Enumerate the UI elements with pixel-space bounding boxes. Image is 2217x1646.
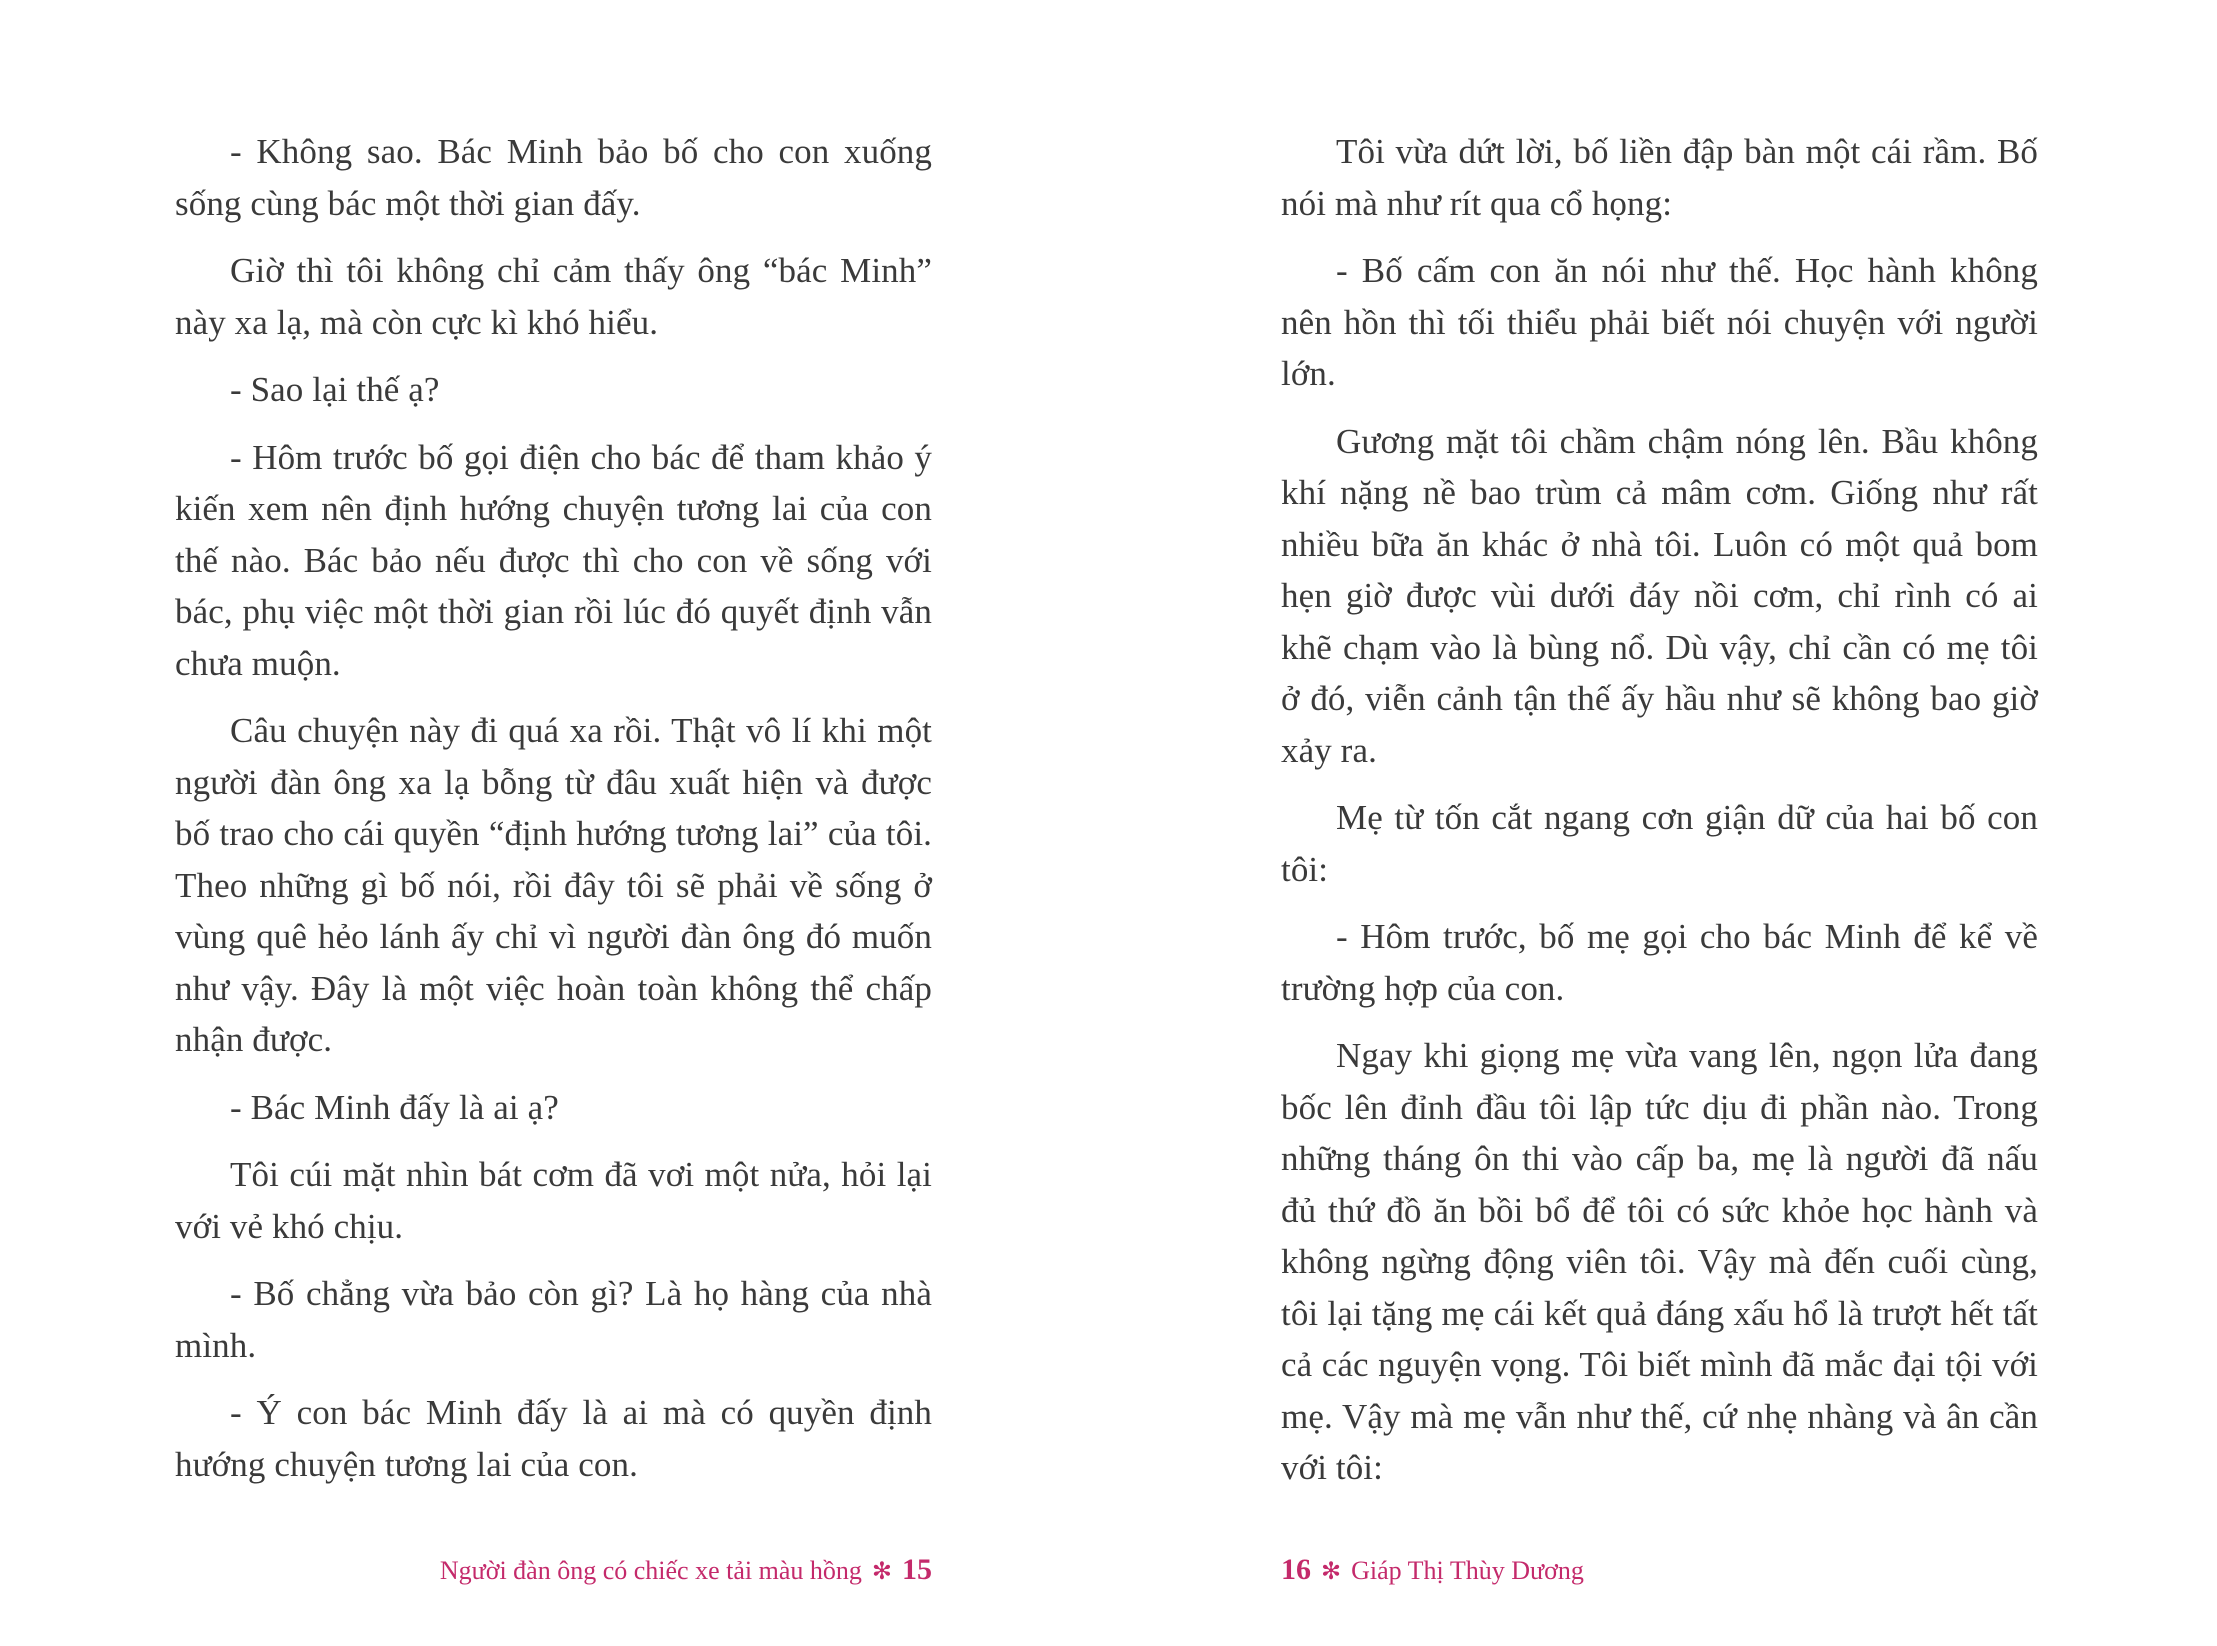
paragraph: Ngay khi giọng mẹ vừa vang lên, ngọn lửa đang bốc lên đỉnh đầu tôi lập tức dịu đi phần nào. Trong những tháng ôn thi vào cấp ba, mẹ là người đã nấu đủ thứ đồ ăn bồi bổ để tôi có sức khỏe học hành và không ngừng động viên tôi. Vậy mà đến cuối cùng, tôi lại tặng mẹ cái kết quả đáng xấu hổ là trượt hết tất cả các nguyện vọng. Tôi biết mình đã mắc đại tội với mẹ. Vậy mà mẹ vẫn như thế, cứ nhẹ nhàng và ân cần với tôi: bbox=[1281, 1036, 2038, 1487]
paragraph: - Hôm trước bố gọi điện cho bác để tham khảo ý kiến xem nên định hướng chuyện tương lai của con thế nào. Bác bảo nếu được thì cho con về sống với bác, phụ việc một thời gian rồi lúc đó quyết định vẫn chưa muộn. bbox=[175, 437, 932, 683]
paragraph: - Bố cấm con ăn nói như thế. Học hành không nên hồn thì tối thiểu phải biết nói chuyện với người lớn. bbox=[1281, 251, 2038, 393]
paragraph: Tôi cúi mặt nhìn bát cơm đã vơi một nửa, hỏi lại với vẻ khó chịu. bbox=[175, 1155, 932, 1246]
paragraph: Tôi vừa dứt lời, bố liền đập bàn một cái rầm. Bố nói mà như rít qua cổ họng: bbox=[1281, 132, 2038, 223]
right-page bbox=[1108, 0, 2216, 1646]
left-page-body bbox=[175, 126, 932, 1506]
page-number: 15 bbox=[902, 1553, 932, 1586]
asterisk-ornament-icon: ✻ bbox=[871, 1559, 892, 1585]
paragraph: Mẹ từ tốn cắt ngang cơn giận dữ của hai bố con tôi: bbox=[1281, 798, 2038, 889]
paragraph: - Bố chẳng vừa bảo còn gì? Là họ hàng của nhà mình. bbox=[175, 1274, 932, 1365]
paragraph: - Không sao. Bác Minh bảo bố cho con xuống sống cùng bác một thời gian đấy. bbox=[175, 132, 932, 223]
paragraph: Giờ thì tôi không chỉ cảm thấy ông “bác Minh” này xa lạ, mà còn cực kì khó hiểu. bbox=[175, 251, 932, 342]
paragraph: Câu chuyện này đi quá xa rồi. Thật vô lí khi một người đàn ông xa lạ bỗng từ đâu xuất hiện và được bố trao cho cái quyền “định hướng tương lai” của tôi. Theo những gì bố nói, rồi đây tôi sẽ phải về sống ở vùng quê hẻo lánh ấy chỉ vì người đàn ông đó muốn như vậy. Đây là một việc hoàn toàn không thể chấp nhận được. bbox=[175, 711, 932, 1059]
right-page-footer bbox=[1281, 1550, 1584, 1592]
left-page bbox=[0, 0, 1108, 1646]
paragraph: - Bác Minh đấy là ai ạ? bbox=[230, 1087, 559, 1127]
paragraph: - Sao lại thế ạ? bbox=[230, 370, 440, 409]
page-number: 16 bbox=[1281, 1553, 1311, 1586]
left-page-footer bbox=[440, 1550, 932, 1592]
paragraph: Gương mặt tôi chầm chậm nóng lên. Bầu không khí nặng nề bao trùm cả mâm cơm. Giống như rất nhiều bữa ăn khác ở nhà tôi. Luôn có một quả bom hẹn giờ được vùi dưới đáy nồi cơm, chỉ rình có ai khẽ chạm vào là bùng nổ. Dù vậy, chỉ cần có mẹ tôi ở đó, viễn cảnh tận thế ấy hầu như sẽ không bao giờ xảy ra. bbox=[1281, 421, 2038, 770]
asterisk-ornament-icon: ✻ bbox=[1321, 1559, 1342, 1585]
right-page-body bbox=[1281, 126, 2038, 1510]
paragraph: - Ý con bác Minh đấy là ai mà có quyền định hướng chuyện tương lai của con. bbox=[175, 1393, 932, 1484]
author-name: Giáp Thị Thùy Dương bbox=[1351, 1556, 1584, 1585]
book-title: Người đàn ông có chiếc xe tải màu hồng bbox=[439, 1556, 862, 1585]
paragraph: - Hôm trước, bố mẹ gọi cho bác Minh để kể về trường hợp của con. bbox=[1281, 917, 2038, 1008]
